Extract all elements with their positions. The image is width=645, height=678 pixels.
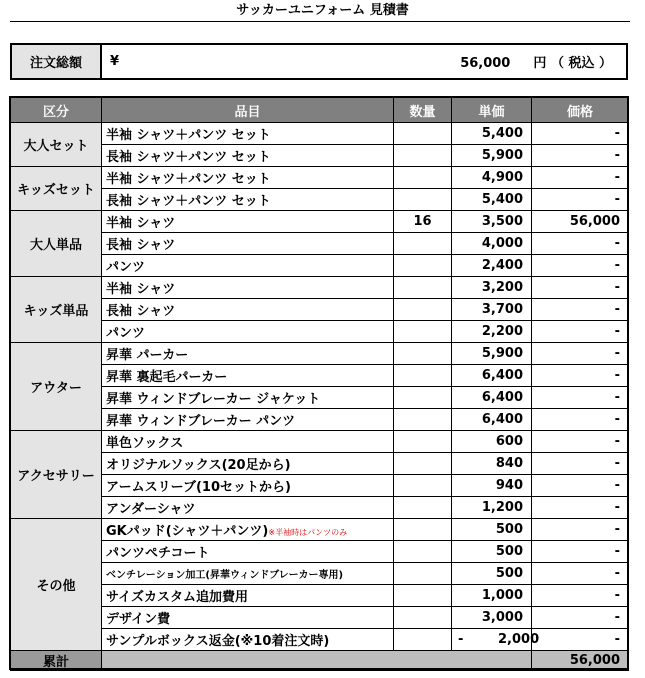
table-row [11, 607, 629, 629]
table-row [11, 497, 629, 519]
price-cell: - [532, 497, 629, 519]
item-cell [102, 541, 394, 563]
unit-price-cell [452, 365, 532, 387]
order-total-amount [136, 44, 627, 79]
table-row [11, 585, 629, 607]
title-underline [10, 21, 630, 22]
table-row [11, 409, 629, 431]
unit-price-cell [452, 167, 532, 189]
unit-price-value: 500 [495, 544, 523, 559]
price-cell: - [532, 475, 629, 497]
category-cell: キッズセット [11, 167, 102, 211]
unit-price-value: 2,400 [481, 258, 523, 273]
quantity-cell[interactable] [394, 189, 452, 211]
unit-price-value: 6,400 [481, 390, 523, 405]
quantity-cell[interactable] [394, 123, 452, 145]
item-name: 昇華 裏起毛パーカー [106, 370, 228, 385]
item-cell [102, 453, 394, 475]
order-total-value: 56,000 [460, 56, 511, 71]
item-name: アームスリーブ(10セットから) [106, 480, 291, 495]
unit-price-value: 500 [495, 566, 523, 581]
table-row [11, 541, 629, 563]
item-cell [102, 189, 394, 211]
unit-price-cell [452, 123, 532, 145]
table-row [11, 233, 629, 255]
item-name: パンツ [106, 326, 146, 341]
quantity-cell[interactable] [394, 277, 452, 299]
unit-price-cell [452, 321, 532, 343]
unit-price-value: 3,000 [481, 610, 523, 625]
order-total-label: 注文総額 [11, 44, 101, 79]
item-cell [102, 387, 394, 409]
price-cell: - [532, 607, 629, 629]
price-cell: - [532, 189, 629, 211]
item-cell [102, 299, 394, 321]
unit-price-value: 5,900 [481, 148, 523, 163]
item-name: 昇華 ウィンドブレーカー パンツ [106, 414, 296, 429]
item-name: 長袖 シャツ＋パンツ セット [106, 150, 271, 165]
quantity-cell[interactable] [394, 343, 452, 365]
table-row [11, 123, 629, 145]
quantity-cell[interactable] [394, 387, 452, 409]
unit-price-cell [452, 585, 532, 607]
quantity-cell[interactable] [394, 563, 452, 585]
item-cell [102, 431, 394, 453]
table-row [11, 475, 629, 497]
category-cell: アウター [11, 343, 102, 431]
price-cell: - [532, 343, 629, 365]
negative-sign: - [458, 632, 464, 647]
quantity-cell[interactable] [394, 431, 452, 453]
unit-price-cell [452, 475, 532, 497]
item-cell [102, 255, 394, 277]
price-cell: - [532, 365, 629, 387]
item-name: パンツ [106, 260, 146, 275]
table-row [11, 563, 629, 585]
quantity-cell[interactable] [394, 299, 452, 321]
item-cell [102, 167, 394, 189]
item-name: 半袖 シャツ＋パンツ セット [106, 128, 271, 143]
quantity-cell[interactable] [394, 255, 452, 277]
unit-price-value: 3,500 [481, 214, 523, 229]
unit-price-cell [452, 343, 532, 365]
item-name: 長袖 シャツ [106, 304, 176, 319]
item-name: 長袖 シャツ [106, 238, 176, 253]
unit-price-value: 2,200 [481, 324, 523, 339]
unit-price-cell [452, 299, 532, 321]
unit-price-value: 500 [495, 522, 523, 537]
table-body [11, 123, 629, 671]
table-row [11, 629, 629, 651]
quantity-cell[interactable] [394, 585, 452, 607]
category-cell: 大人単品 [11, 211, 102, 277]
item-name: パンツペチコート [106, 546, 210, 561]
price-cell: - [532, 321, 629, 343]
item-cell [102, 409, 394, 431]
price-cell: - [532, 431, 629, 453]
estimate-table [10, 97, 629, 671]
total-spacer [102, 651, 532, 671]
category-cell: キッズ単品 [11, 277, 102, 343]
unit-price-cell [452, 189, 532, 211]
price-cell: - [532, 145, 629, 167]
header-quantity: 数量 [394, 98, 452, 123]
price-cell: - [532, 233, 629, 255]
table-row [11, 299, 629, 321]
price-cell: - [532, 629, 629, 651]
quantity-cell[interactable] [394, 233, 452, 255]
unit-price-value: 5,400 [481, 126, 523, 141]
quantity-cell[interactable] [394, 453, 452, 475]
unit-price-value: 1,000 [481, 588, 523, 603]
table-row [11, 387, 629, 409]
item-cell [102, 607, 394, 629]
total-value: 56,000 [532, 651, 629, 671]
item-name: 昇華 パーカー [106, 348, 189, 363]
item-name: 半袖 シャツ [106, 216, 176, 231]
item-cell [102, 629, 394, 651]
price-cell: - [532, 409, 629, 431]
item-name: アンダーシャツ [106, 502, 196, 517]
item-cell [102, 321, 394, 343]
unit-price-value: 2,000 [498, 632, 540, 647]
unit-price-cell [452, 607, 532, 629]
table-row [11, 255, 629, 277]
price-cell: - [532, 167, 629, 189]
item-name: 昇華 ウィンドブレーカー ジャケット [106, 392, 321, 407]
total-label: 累計 [11, 651, 102, 671]
item-cell [102, 365, 394, 387]
table-row [11, 189, 629, 211]
unit-price-cell [452, 497, 532, 519]
header-item: 品目 [102, 98, 394, 123]
item-note: ※半袖時はパンツのみ [268, 528, 348, 537]
unit-price-cell [452, 563, 532, 585]
unit-price-value: 5,400 [481, 192, 523, 207]
item-cell [102, 211, 394, 233]
price-cell: - [532, 123, 629, 145]
unit-price-cell [452, 519, 532, 541]
item-name: オリジナルソックス(20足から) [106, 458, 291, 473]
header-unit-price: 単価 [452, 98, 532, 123]
quantity-cell[interactable] [394, 145, 452, 167]
table-row [11, 145, 629, 167]
table-header-row [11, 98, 629, 123]
item-name: 半袖 シャツ＋パンツ セット [106, 172, 271, 187]
price-cell: - [532, 585, 629, 607]
table-row [11, 453, 629, 475]
item-cell [102, 497, 394, 519]
quantity-cell[interactable] [394, 541, 452, 563]
total-row [11, 651, 629, 671]
unit-price-value: 4,000 [481, 236, 523, 251]
quantity-cell[interactable] [394, 365, 452, 387]
item-cell [102, 277, 394, 299]
table-row [11, 431, 629, 453]
header-category: 区分 [11, 98, 102, 123]
item-name: ベンチレーション加工(昇華ウィンドブレーカー専用) [106, 569, 344, 581]
price-cell: - [532, 563, 629, 585]
order-total-unit: 円 （ 税込 ） [533, 56, 612, 71]
item-name: デザイン費 [106, 612, 171, 627]
item-name: サンプルボックス返金(※10着注文時) [106, 634, 330, 649]
item-name: サイズカスタム追加費用 [106, 590, 248, 605]
item-name: 半袖 シャツ [106, 282, 176, 297]
unit-price-cell [452, 629, 540, 651]
unit-price-cell [452, 541, 532, 563]
unit-price-cell [452, 409, 532, 431]
quantity-cell[interactable] [394, 629, 452, 651]
table-row [11, 321, 629, 343]
price-cell: - [532, 541, 629, 563]
price-cell: - [532, 387, 629, 409]
item-cell [102, 563, 394, 585]
unit-price-value: 3,200 [481, 280, 523, 295]
item-name: 単色ソックス [106, 436, 184, 451]
unit-price-cell [452, 211, 532, 233]
item-cell [102, 123, 394, 145]
order-total-summary [10, 43, 628, 80]
price-cell: - [532, 519, 629, 541]
unit-price-value: 5,900 [481, 346, 523, 361]
quantity-cell[interactable] [394, 519, 452, 541]
category-cell: アクセサリー [11, 431, 102, 519]
unit-price-value: 600 [495, 434, 523, 449]
price-cell: - [532, 453, 629, 475]
table-row [11, 167, 629, 189]
unit-price-value: 4,900 [481, 170, 523, 185]
quantity-cell[interactable] [394, 607, 452, 629]
unit-price-cell [452, 277, 532, 299]
category-cell: 大人セット [11, 123, 102, 167]
table-row [11, 343, 629, 365]
item-name: GKパッド(シャツ＋パンツ) [106, 524, 269, 539]
unit-price-cell [452, 233, 532, 255]
unit-price-cell [452, 387, 532, 409]
quantity-cell[interactable] [394, 409, 452, 431]
unit-price-value: 6,400 [481, 368, 523, 383]
unit-price-value: 6,400 [481, 412, 523, 427]
item-cell [102, 233, 394, 255]
quantity-cell[interactable]: 16 [394, 211, 452, 233]
item-cell [102, 519, 394, 541]
unit-price-value: 840 [495, 456, 523, 471]
unit-price-value: 940 [495, 478, 523, 493]
item-cell [102, 475, 394, 497]
unit-price-cell [452, 145, 532, 167]
unit-price-cell [452, 431, 532, 453]
price-cell: - [532, 299, 629, 321]
item-cell [102, 343, 394, 365]
table-row [11, 211, 629, 233]
table-row [11, 365, 629, 387]
quantity-cell[interactable] [394, 321, 452, 343]
quantity-cell[interactable] [394, 167, 452, 189]
unit-price-cell [452, 453, 532, 475]
header-price: 価格 [532, 98, 629, 123]
item-cell [102, 145, 394, 167]
item-name: 長袖 シャツ＋パンツ セット [106, 194, 271, 209]
table-row [11, 519, 629, 541]
unit-price-value: 1,200 [481, 500, 523, 515]
price-cell: 56,000 [532, 211, 629, 233]
unit-price-cell [452, 255, 532, 277]
price-cell: - [532, 255, 629, 277]
page-title: サッカーユニフォーム 見積書 [236, 3, 409, 18]
quantity-cell[interactable] [394, 475, 452, 497]
price-cell: - [532, 277, 629, 299]
currency-symbol: ¥ [101, 44, 136, 79]
unit-price-value: 3,700 [481, 302, 523, 317]
quantity-cell[interactable] [394, 497, 452, 519]
table-row [11, 277, 629, 299]
category-cell: その他 [11, 519, 102, 651]
item-cell [102, 585, 394, 607]
